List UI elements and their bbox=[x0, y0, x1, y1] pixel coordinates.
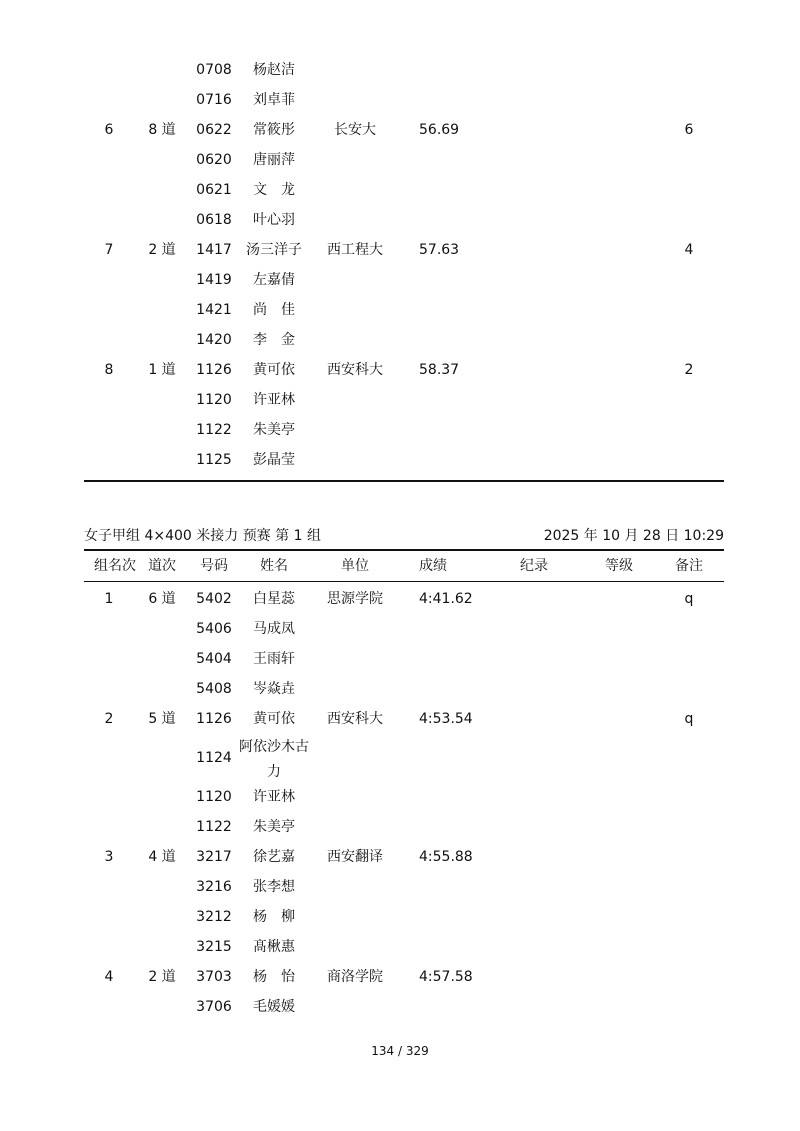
cell-name: 朱美亭 bbox=[253, 819, 295, 835]
cell-name: 黄可依 bbox=[253, 362, 295, 378]
cell-note bbox=[674, 872, 704, 902]
cell-result bbox=[419, 932, 479, 962]
cell-note bbox=[674, 385, 704, 415]
table-row bbox=[84, 644, 724, 674]
cell-bib: 1417 bbox=[196, 242, 232, 258]
cell-result bbox=[419, 872, 479, 902]
header-bottom-rule bbox=[84, 581, 724, 582]
cell-rank bbox=[94, 445, 124, 475]
cell-lane: 6 道 bbox=[148, 591, 176, 607]
cell-result bbox=[419, 614, 479, 644]
cell-unit bbox=[320, 782, 390, 812]
cell-name: 马成凤 bbox=[253, 621, 295, 637]
cell-note bbox=[674, 265, 704, 295]
cell-rank bbox=[94, 265, 124, 295]
cell-rank: 2 bbox=[104, 711, 114, 727]
cell-bib: 3706 bbox=[196, 999, 232, 1015]
table-row bbox=[84, 295, 724, 325]
cell-lane bbox=[142, 55, 182, 85]
event-title: 女子甲组 4×400 米接力 预赛 第 1 组 bbox=[84, 528, 321, 544]
cell-bib: 1421 bbox=[196, 302, 232, 318]
header-lane: 道次 bbox=[148, 558, 176, 574]
cell-result bbox=[419, 992, 479, 1022]
cell-bib: 3703 bbox=[196, 969, 232, 985]
cell-unit bbox=[320, 445, 390, 475]
cell-lane bbox=[142, 992, 182, 1022]
cell-unit: 思源学院 bbox=[327, 591, 383, 607]
cell-note bbox=[674, 55, 704, 85]
cell-lane bbox=[142, 674, 182, 704]
cell-note: q bbox=[684, 711, 694, 727]
cell-unit: 西安科大 bbox=[327, 362, 383, 378]
table-row bbox=[84, 445, 724, 475]
cell-name: 文 龙 bbox=[253, 182, 295, 198]
cell-rank bbox=[94, 872, 124, 902]
header-note: 备注 bbox=[675, 558, 703, 574]
cell-unit bbox=[320, 902, 390, 932]
cell-name: 常筱彤 bbox=[253, 122, 295, 138]
cell-unit: 西工程大 bbox=[327, 242, 383, 258]
page-number: 134 / 329 bbox=[371, 1044, 429, 1058]
cell-result: 4:53.54 bbox=[419, 711, 473, 727]
cell-note bbox=[674, 445, 704, 475]
cell-rank: 3 bbox=[104, 849, 114, 865]
cell-bib: 5406 bbox=[196, 621, 232, 637]
cell-unit bbox=[320, 415, 390, 445]
cell-note bbox=[674, 932, 704, 962]
cell-bib: 3217 bbox=[196, 849, 232, 865]
cell-rank: 1 bbox=[104, 591, 114, 607]
cell-note bbox=[674, 644, 704, 674]
table-row bbox=[84, 992, 724, 1022]
cell-name: 张李想 bbox=[253, 879, 295, 895]
cell-bib: 0716 bbox=[196, 92, 232, 108]
cell-lane: 8 道 bbox=[148, 122, 176, 138]
header-result: 成绩 bbox=[419, 558, 447, 574]
cell-lane bbox=[142, 932, 182, 962]
table-row bbox=[84, 385, 724, 415]
table-row bbox=[84, 325, 724, 355]
cell-lane bbox=[142, 445, 182, 475]
cell-lane bbox=[142, 644, 182, 674]
cell-lane bbox=[142, 902, 182, 932]
cell-bib: 1126 bbox=[196, 362, 232, 378]
cell-bib: 1124 bbox=[196, 750, 232, 766]
cell-result bbox=[419, 205, 479, 235]
cell-result bbox=[419, 265, 479, 295]
header-grade: 等级 bbox=[605, 558, 633, 574]
table-row bbox=[84, 704, 724, 734]
cell-name: 左嘉倩 bbox=[253, 272, 295, 288]
column-headers bbox=[84, 551, 724, 581]
cell-note: 6 bbox=[684, 122, 694, 138]
cell-bib: 1122 bbox=[196, 819, 232, 835]
cell-result bbox=[419, 385, 479, 415]
cell-note bbox=[674, 734, 704, 782]
cell-name: 尚 佳 bbox=[253, 302, 295, 318]
cell-result: 57.63 bbox=[419, 242, 460, 258]
cell-unit: 长安大 bbox=[334, 122, 376, 138]
cell-name: 徐艺嘉 bbox=[253, 849, 295, 865]
cell-note bbox=[674, 962, 704, 992]
cell-bib: 0620 bbox=[196, 152, 232, 168]
cell-name: 许亚林 bbox=[253, 789, 295, 805]
cell-name: 李 金 bbox=[253, 332, 295, 348]
cell-unit: 西安科大 bbox=[327, 711, 383, 727]
cell-name: 许亚林 bbox=[253, 392, 295, 408]
cell-lane: 2 道 bbox=[148, 242, 176, 258]
cell-note bbox=[674, 782, 704, 812]
table-row bbox=[84, 115, 724, 145]
cell-rank bbox=[94, 644, 124, 674]
cell-lane bbox=[142, 782, 182, 812]
cell-result bbox=[419, 415, 479, 445]
cell-name: 杨 怡 bbox=[253, 969, 295, 985]
header-rank: 组名次 bbox=[94, 558, 136, 574]
cell-rank: 6 bbox=[104, 122, 114, 138]
table-row bbox=[84, 872, 724, 902]
cell-unit bbox=[320, 265, 390, 295]
table-row bbox=[84, 145, 724, 175]
cell-rank bbox=[94, 992, 124, 1022]
cell-result bbox=[419, 734, 479, 782]
table-row bbox=[84, 782, 724, 812]
cell-unit bbox=[320, 614, 390, 644]
table-row bbox=[84, 812, 724, 842]
table-row bbox=[84, 734, 724, 782]
cell-lane bbox=[142, 614, 182, 644]
cell-note bbox=[674, 842, 704, 872]
header-name: 姓名 bbox=[260, 558, 288, 574]
table-row bbox=[84, 265, 724, 295]
cell-note bbox=[674, 175, 704, 205]
cell-lane bbox=[142, 734, 182, 782]
cell-unit bbox=[320, 932, 390, 962]
cell-rank: 7 bbox=[104, 242, 114, 258]
cell-name: 毛媛媛 bbox=[253, 999, 295, 1015]
cell-rank bbox=[94, 295, 124, 325]
cell-note: 4 bbox=[684, 242, 694, 258]
cell-unit bbox=[320, 385, 390, 415]
cell-result: 4:55.88 bbox=[419, 849, 473, 865]
cell-lane bbox=[142, 145, 182, 175]
cell-bib: 1125 bbox=[196, 452, 232, 468]
cell-lane: 4 道 bbox=[148, 849, 176, 865]
cell-lane bbox=[142, 265, 182, 295]
cell-note: 2 bbox=[684, 362, 694, 378]
cell-bib: 0621 bbox=[196, 182, 232, 198]
cell-result bbox=[419, 674, 479, 704]
cell-name: 白星蕊 bbox=[253, 591, 295, 607]
cell-note bbox=[674, 614, 704, 644]
table-row bbox=[84, 415, 724, 445]
cell-rank: 8 bbox=[104, 362, 114, 378]
cell-bib: 0622 bbox=[196, 122, 232, 138]
cell-bib: 5402 bbox=[196, 591, 232, 607]
cell-unit bbox=[320, 205, 390, 235]
cell-rank bbox=[94, 205, 124, 235]
cell-result bbox=[419, 445, 479, 475]
cell-lane: 1 道 bbox=[148, 362, 176, 378]
cell-bib: 0708 bbox=[196, 62, 232, 78]
table-row bbox=[84, 85, 724, 115]
cell-bib: 5404 bbox=[196, 651, 232, 667]
cell-rank bbox=[94, 674, 124, 704]
cell-result: 4:57.58 bbox=[419, 969, 473, 985]
cell-note: q bbox=[684, 591, 694, 607]
table-row bbox=[84, 175, 724, 205]
cell-name: 汤三洋子 bbox=[246, 242, 302, 258]
cell-result bbox=[419, 175, 479, 205]
cell-name: 刘卓菲 bbox=[253, 92, 295, 108]
table-row bbox=[84, 205, 724, 235]
cell-note bbox=[674, 295, 704, 325]
table-row bbox=[84, 614, 724, 644]
cell-rank bbox=[94, 325, 124, 355]
cell-lane bbox=[142, 205, 182, 235]
cell-result bbox=[419, 85, 479, 115]
cell-name: 朱美亭 bbox=[253, 422, 295, 438]
cell-note bbox=[674, 415, 704, 445]
cell-unit bbox=[320, 644, 390, 674]
table-row bbox=[84, 842, 724, 872]
cell-lane: 5 道 bbox=[148, 711, 176, 727]
cell-rank bbox=[94, 812, 124, 842]
cell-name: 叶心羽 bbox=[253, 212, 295, 228]
cell-bib: 1120 bbox=[196, 789, 232, 805]
cell-rank bbox=[94, 175, 124, 205]
cell-note bbox=[674, 85, 704, 115]
cell-name: 髙楸惠 bbox=[253, 939, 295, 955]
cell-name: 杨 柳 bbox=[253, 909, 295, 925]
cell-rank: 4 bbox=[104, 969, 114, 985]
cell-unit bbox=[320, 325, 390, 355]
cell-lane bbox=[142, 85, 182, 115]
table-row bbox=[84, 584, 724, 614]
cell-result: 58.37 bbox=[419, 362, 460, 378]
cell-rank bbox=[94, 385, 124, 415]
cell-bib: 3212 bbox=[196, 909, 232, 925]
cell-lane bbox=[142, 325, 182, 355]
cell-bib: 3215 bbox=[196, 939, 232, 955]
cell-result bbox=[419, 295, 479, 325]
header-unit: 单位 bbox=[341, 558, 369, 574]
cell-name: 岑焱垚 bbox=[253, 681, 295, 697]
cell-rank bbox=[94, 782, 124, 812]
cell-rank bbox=[94, 614, 124, 644]
cell-note bbox=[674, 992, 704, 1022]
cell-rank bbox=[94, 85, 124, 115]
cell-note bbox=[674, 812, 704, 842]
cell-lane bbox=[142, 385, 182, 415]
table-row bbox=[84, 55, 724, 85]
section-divider bbox=[84, 480, 724, 482]
cell-lane bbox=[142, 295, 182, 325]
table-row bbox=[84, 932, 724, 962]
table-row bbox=[84, 235, 724, 265]
cell-rank bbox=[94, 145, 124, 175]
cell-note bbox=[674, 205, 704, 235]
cell-result bbox=[419, 782, 479, 812]
cell-result bbox=[419, 55, 479, 85]
cell-unit: 商洛学院 bbox=[327, 969, 383, 985]
cell-unit bbox=[320, 734, 390, 782]
cell-bib: 3216 bbox=[196, 879, 232, 895]
cell-unit: 西安翻译 bbox=[327, 849, 383, 865]
cell-note bbox=[674, 145, 704, 175]
cell-name: 阿依沙木古力 bbox=[239, 739, 309, 780]
cell-unit bbox=[320, 85, 390, 115]
cell-bib: 1419 bbox=[196, 272, 232, 288]
cell-bib: 5408 bbox=[196, 681, 232, 697]
cell-unit bbox=[320, 145, 390, 175]
cell-rank bbox=[94, 734, 124, 782]
cell-lane bbox=[142, 415, 182, 445]
cell-unit bbox=[320, 872, 390, 902]
table-row bbox=[84, 674, 724, 704]
cell-unit bbox=[320, 812, 390, 842]
cell-unit bbox=[320, 175, 390, 205]
cell-name: 唐丽萍 bbox=[253, 152, 295, 168]
cell-result bbox=[419, 812, 479, 842]
table-row bbox=[84, 355, 724, 385]
event-datetime: 2025 年 10 月 28 日 10:29 bbox=[543, 528, 724, 544]
cell-lane bbox=[142, 812, 182, 842]
cell-name: 黄可依 bbox=[253, 711, 295, 727]
cell-lane bbox=[142, 872, 182, 902]
cell-name: 王雨轩 bbox=[253, 651, 295, 667]
cell-result bbox=[419, 325, 479, 355]
cell-unit bbox=[320, 295, 390, 325]
cell-note bbox=[674, 325, 704, 355]
cell-note bbox=[674, 902, 704, 932]
cell-name: 杨赵洁 bbox=[253, 62, 295, 78]
cell-rank bbox=[94, 932, 124, 962]
section-heading bbox=[84, 523, 724, 549]
cell-result bbox=[419, 145, 479, 175]
table-row bbox=[84, 962, 724, 992]
header-record: 纪录 bbox=[520, 558, 548, 574]
cell-rank bbox=[94, 415, 124, 445]
cell-bib: 1122 bbox=[196, 422, 232, 438]
cell-unit bbox=[320, 674, 390, 704]
cell-result bbox=[419, 902, 479, 932]
cell-rank bbox=[94, 55, 124, 85]
cell-unit bbox=[320, 992, 390, 1022]
cell-bib: 1120 bbox=[196, 392, 232, 408]
cell-result: 4:41.62 bbox=[419, 591, 473, 607]
cell-bib: 1126 bbox=[196, 711, 232, 727]
table-row bbox=[84, 902, 724, 932]
cell-result: 56.69 bbox=[419, 122, 460, 138]
cell-bib: 0618 bbox=[196, 212, 232, 228]
cell-name: 彭晶莹 bbox=[253, 452, 295, 468]
header-bib: 号码 bbox=[200, 558, 228, 574]
cell-lane: 2 道 bbox=[148, 969, 176, 985]
cell-note bbox=[674, 674, 704, 704]
cell-unit bbox=[320, 55, 390, 85]
cell-result bbox=[419, 644, 479, 674]
cell-rank bbox=[94, 902, 124, 932]
cell-bib: 1420 bbox=[196, 332, 232, 348]
cell-lane bbox=[142, 175, 182, 205]
